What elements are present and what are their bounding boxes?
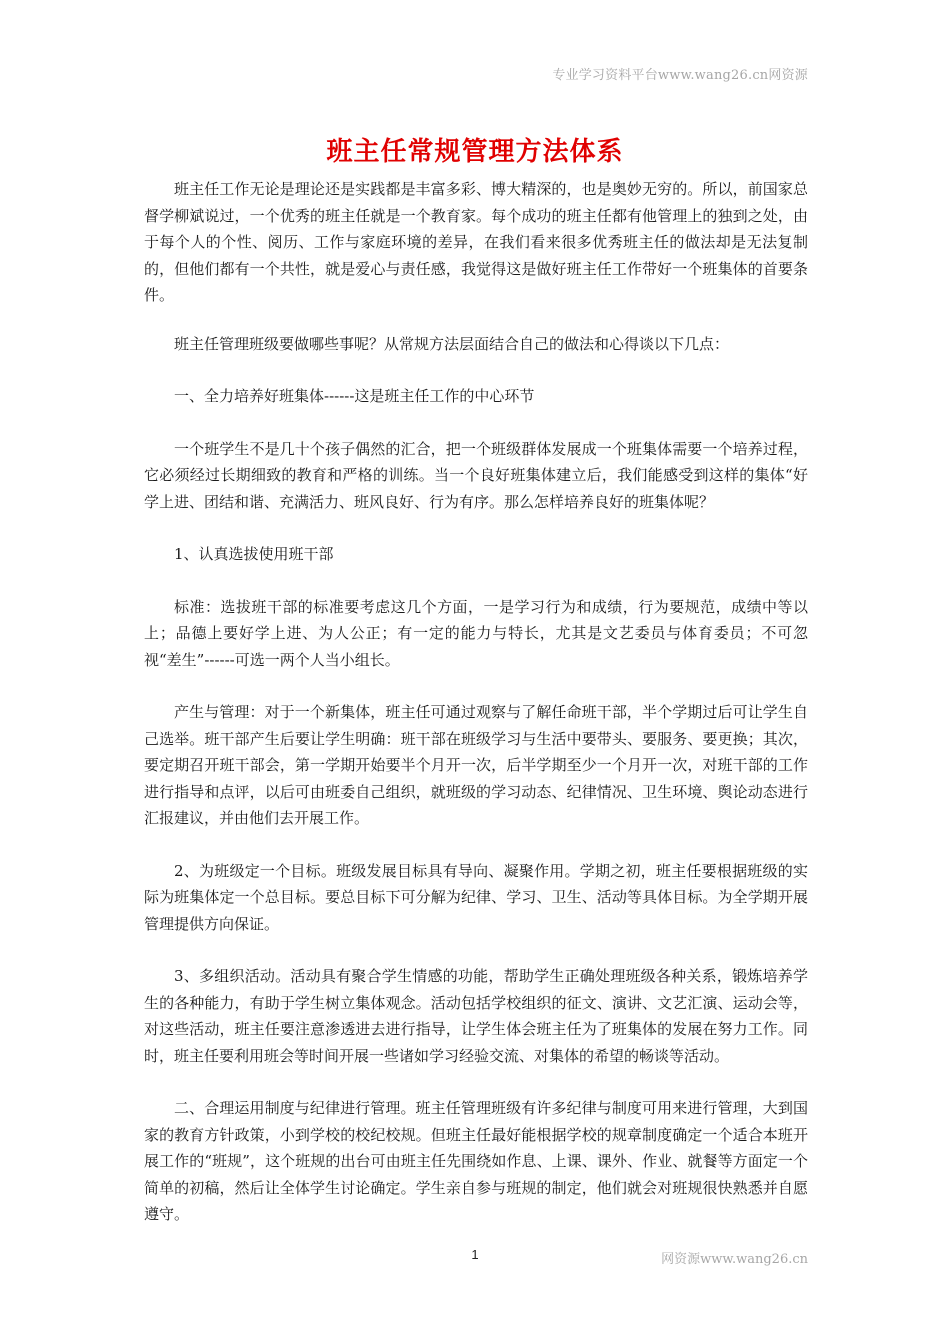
paragraph-overview: 班主任管理班级要做哪些事呢？从常规方法层面结合自己的做法和心得谈以下几点： xyxy=(174,334,730,353)
paragraph-activities: 3、多组织活动。活动具有聚合学生情感的功能，帮助学生正确处理班级各种关系，锻炼培养学生的各种能力，有助于学生树立集体观念。活动包括学校组织的征文、演讲、文艺汇演、运动会等，对这些活动，班主任要注意渗透进去进行指导，让学生体会班主任为了班集体的发展在努力工作。同时，班主任要利用班会等时间开展一些诸如学习经验交流、对集体的希望的畅谈等活动。 xyxy=(144,967,808,1065)
paragraph-rules-discipline: 二、合理运用制度与纪律进行管理。班主任管理班级有许多纪律与制度可用来进行管理，大到国家的教育方针政策，小到学校的校纪校规。但班主任最好能根据学校的规章制度确定一个适合本班开展工作的“班规”，这个班规的出台可由班主任先围绕如作息、上课、课外、作业、就餐等方面定一个简单的初稿，然后让全体学生讨论确定。学生亲自参与班规的制定，他们就会对班规很快熟悉并自愿遵守。 xyxy=(144,1099,808,1223)
paragraph-class-goal: 2、为班级定一个目标。班级发展目标具有导向、凝聚作用。学期之初，班主任要根据班级的实际为班集体定一个总目标。要总目标下可分解为纪律、学习、卫生、活动等具体目标。为全学期开展管理提供方向保证。 xyxy=(144,861,808,933)
footer-source-note: 网资源www.wang26.cn xyxy=(661,1252,808,1267)
paragraph-selection-management: 产生与管理：对于一个新集体，班主任可通过观察与了解任命班干部，半个学期过后可让学生自己选举。班干部产生后要让学生明确：班干部在班级学习与生活中要带头、要服务、要更换；其次，要定期召开班干部会，第一学期开始要半个月开一次，后半学期至少一个月开一次，对班干部的工作进行指导和点评，以后可由班委自己组织，就班级的学习动态、纪律情况、卫生环境、舆论动态进行汇报建议，并由他们去开展工作。 xyxy=(144,703,808,827)
paragraph-class-collective: 一个班学生不是几十个孩子偶然的汇合，把一个班级群体发展成一个班集体需要一个培养过程，它必须经过长期细致的教育和严格的训练。当一个良好班集体建立后，我们能感受到这样的集体“好学上进、团结和谐、充满活力、班风良好、行为有序。那么怎样培养良好的班集体呢？ xyxy=(144,439,808,511)
page-number: 1 xyxy=(471,1247,479,1262)
subheading-class-cadres: 1、认真选拔使用班干部 xyxy=(174,545,334,563)
section-heading-1: 一、全力培养好班集体------这是班主任工作的中心环节 xyxy=(174,387,535,405)
document-body xyxy=(144,176,808,1254)
header-source-note: 专业学习资料平台www.wang26.cn网资源 xyxy=(552,68,808,83)
paragraph-standards: 标准：选拔班干部的标准要考虑这几个方面，一是学习行为和成绩，行为要规范，成绩中等以上；品德上要好学上进、为人公正；有一定的能力与特长，尤其是文艺委员与体育委员；不可忽视“差生”------可选一两个人当小组长。 xyxy=(144,597,808,669)
document-title: 班主任常规管理方法体系 xyxy=(326,137,624,167)
paragraph-intro: 班主任工作无论是理论还是实践都是丰富多彩、博大精深的，也是奥妙无穷的。所以，前国家总督学柳斌说过，一个优秀的班主任就是一个教育家。每个成功的班主任都有他管理上的独到之处，由于每个人的个性、阅历、工作与家庭环境的差异，在我们看来很多优秀班主任的做法却是无法复制的，但他们都有一个共性，就是爱心与责任感，我觉得这是做好班主任工作带好一个班集体的首要条件。 xyxy=(144,180,808,304)
